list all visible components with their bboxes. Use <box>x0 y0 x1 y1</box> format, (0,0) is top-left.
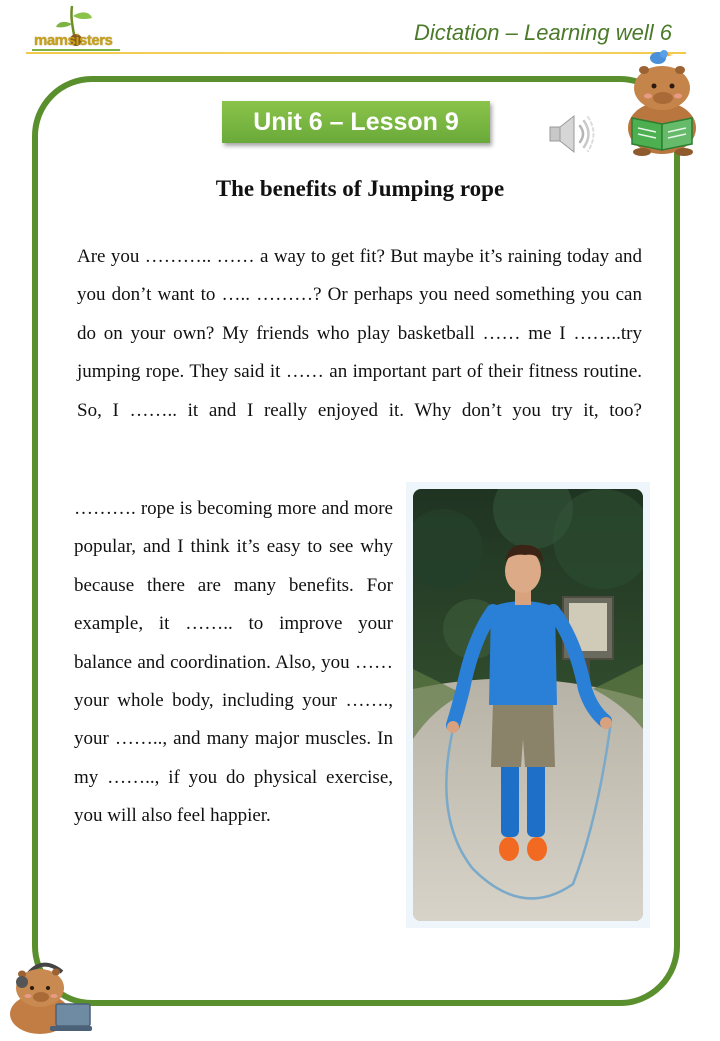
unit-lesson-badge: Unit 6 – Lesson 9 <box>222 101 490 143</box>
page-header-title: Dictation – Learning well 6 <box>413 20 672 45</box>
passage-paragraph-2: ………. rope is becoming more and more popular, and I think it’s easy to see why because there are many benefits. For example, it …….. to improve your balance and coordination. Also, you …… your whole body, including your ……., your …….., and many major muscles. In my …….., if you do physical exercise, you will also feel happier. <box>74 498 393 827</box>
lesson-title: The benefits of Jumping rope <box>215 176 505 201</box>
capybara-reading-icon <box>618 46 710 158</box>
boy-jumping-rope-photo <box>413 489 643 921</box>
passage-paragraph-1: Are you ……….. …… a way to get fit? But maybe it’s raining today and you don’t want to ….. ………? Or perhaps you need something you can do on your own? My friends who play basketball …… me I ……..try jumping rope. They said it …… an important part of their fitness routine. So, I …….. it and I really enjoyed it. Why don’t you try it, too? <box>77 246 642 421</box>
capybara-laptop-icon <box>4 952 94 1036</box>
header-divider <box>26 52 686 54</box>
photo-frame <box>406 482 650 928</box>
logo-text: mamsisters <box>34 32 113 49</box>
speaker-icon[interactable] <box>546 110 598 158</box>
brand-logo <box>30 2 130 52</box>
logo-underline <box>32 49 120 51</box>
